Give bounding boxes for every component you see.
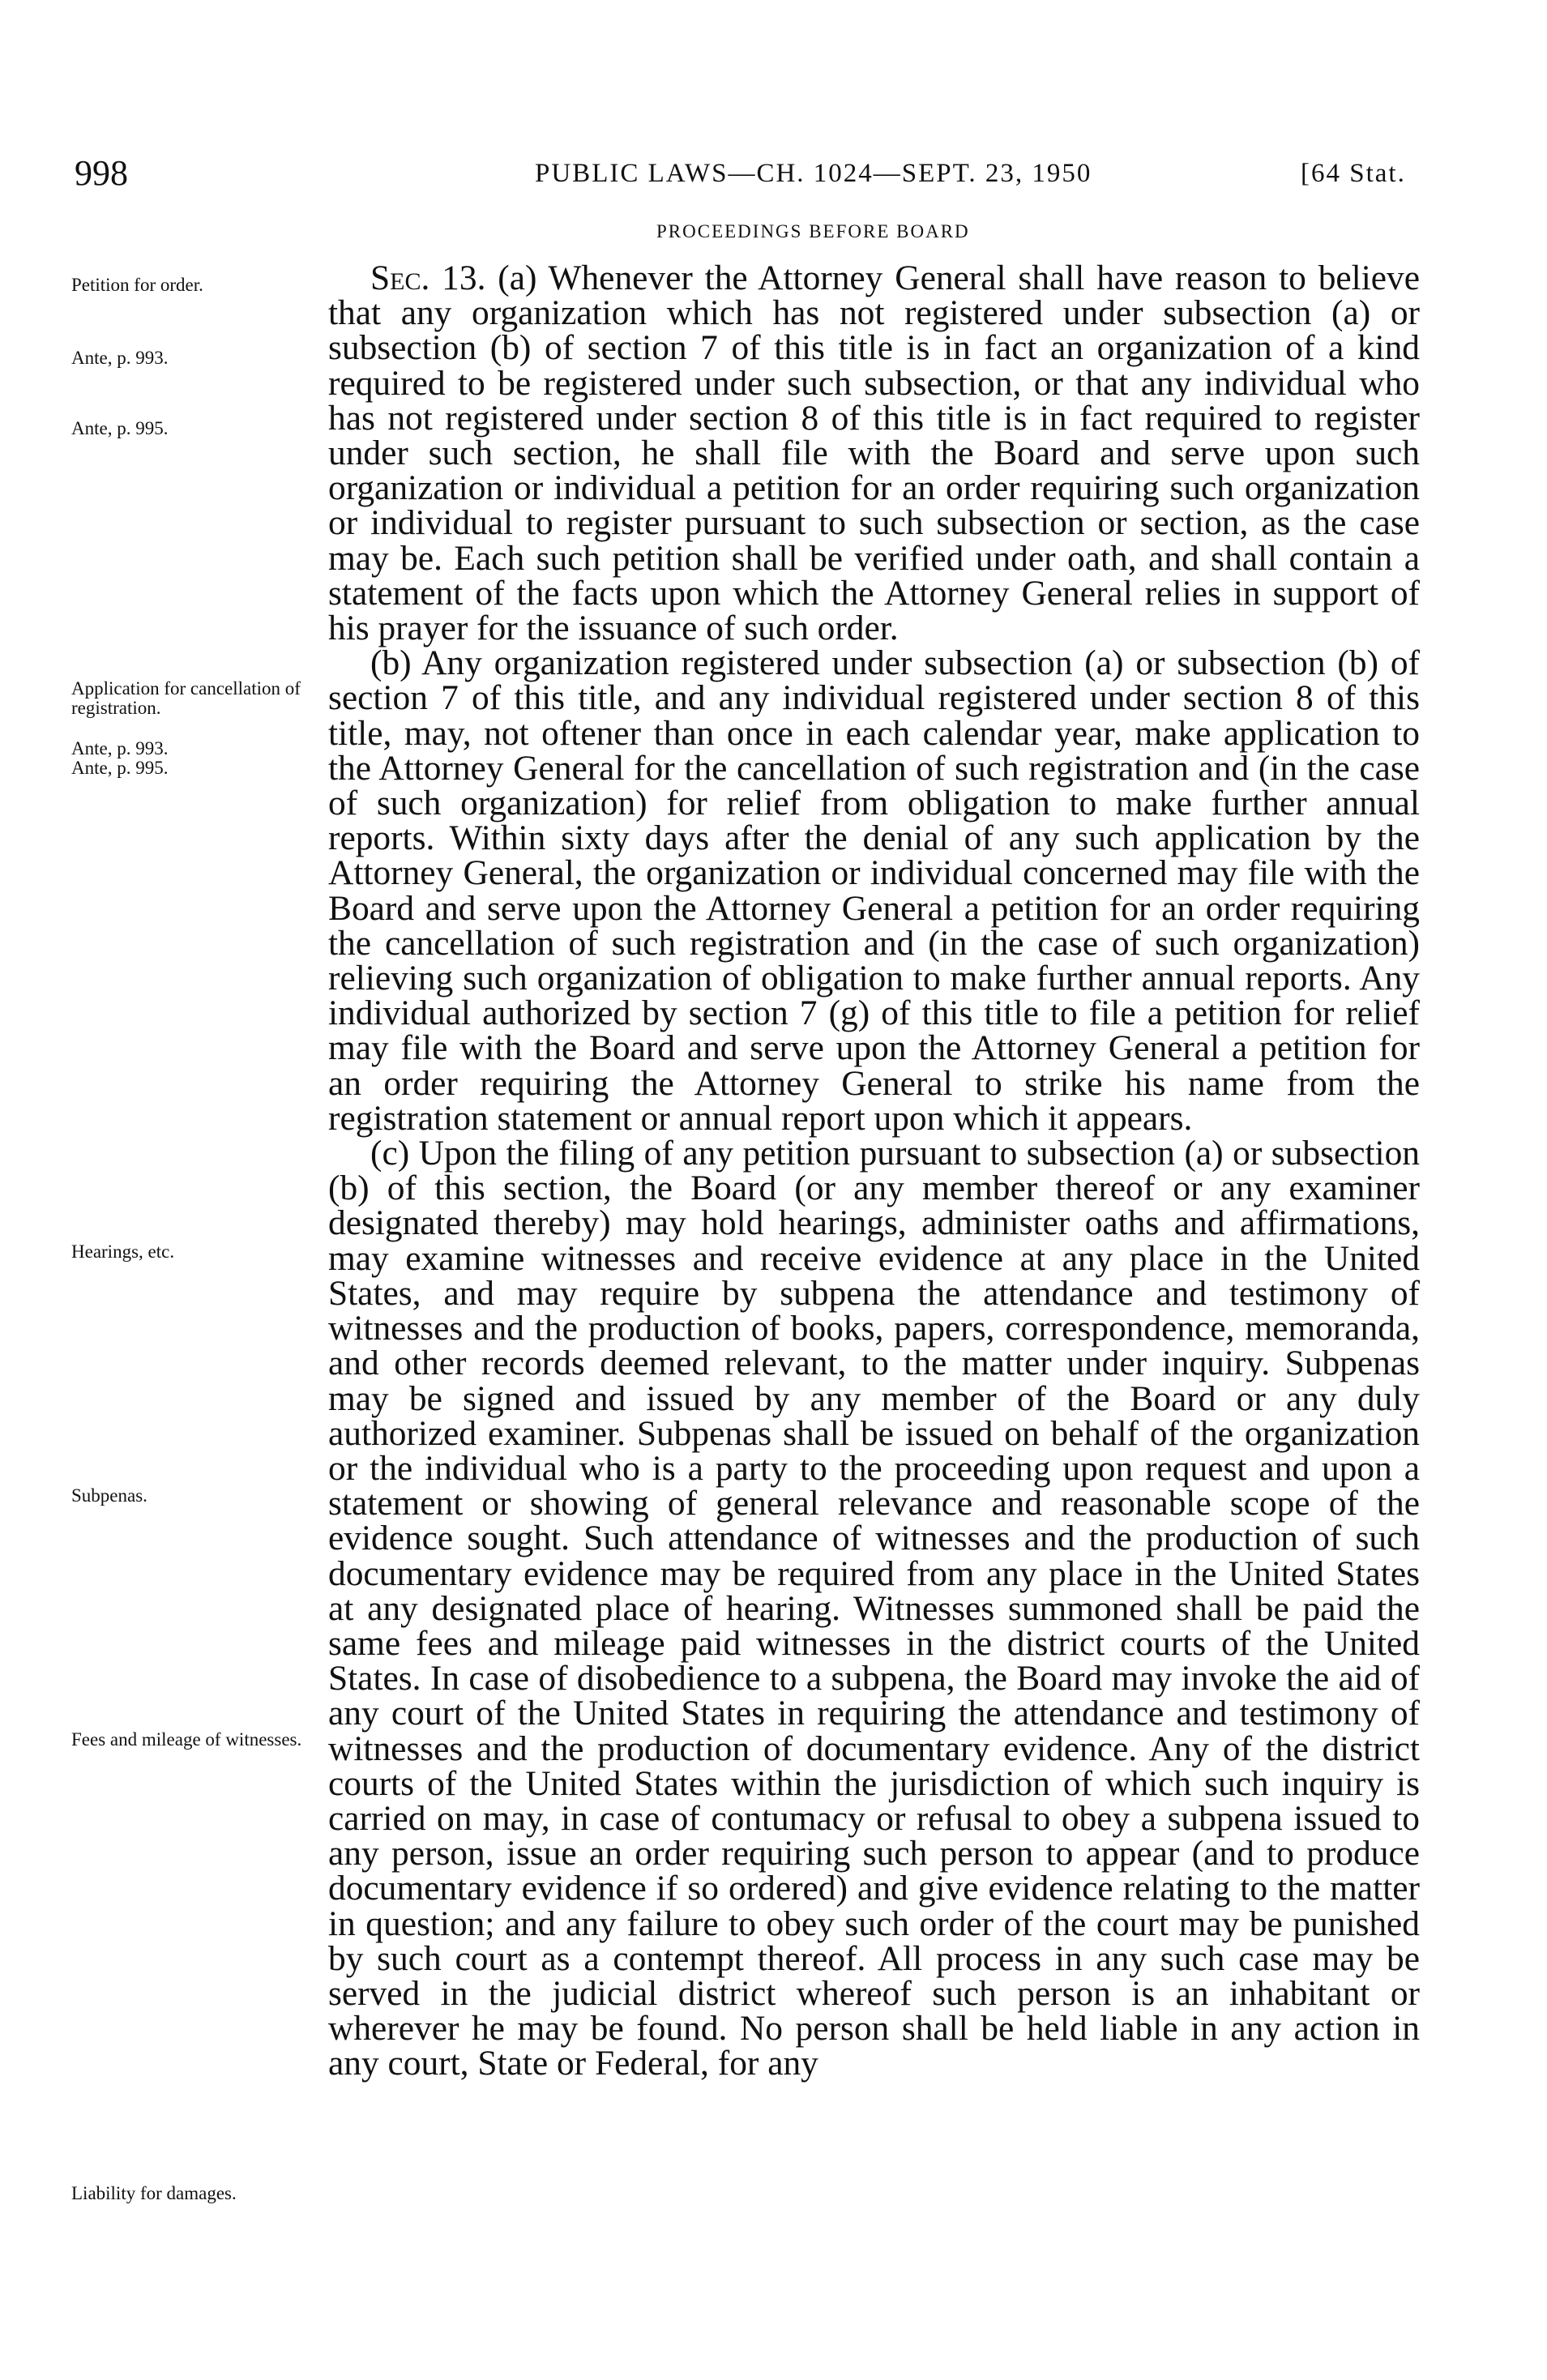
margin-note-hearings: Hearings, etc. xyxy=(71,1241,175,1262)
paragraph-a-text: (a) Whenever the Attorney General shall have reason to believe that any organization which has not registered under subsection (a) or subsection (b) of section 7 of this title is in fact an organization of a kind required to be registered under such subsection, or that any individual who has not registered under section 8 of this title is in fact required to register under such section, he shall file with the Board and serve upon such organization or individual a petition for an order requiring such organization or individual to register pursuant to such subsection or section, as the case may be. Each such petition shall be verified under oath, and shall contain a statement of the facts upon which the Attorney General relies in support of his prayer for the issuance of such order. xyxy=(328,259,1420,648)
volume-reference: [64 Stat. xyxy=(1301,159,1406,188)
margin-note-petition-for-order: Petition for order. xyxy=(71,275,203,295)
margin-note-application-for-cancellation: Application for cancellation of registration. xyxy=(71,678,301,718)
margin-note-ante-ref: Ante, p. 993. xyxy=(71,348,169,368)
margin-note-ante-ref: Ante, p. 993. xyxy=(71,738,169,758)
margin-note-ante-ref: Ante, p. 995. xyxy=(71,418,169,438)
section-label: Sec. 13. xyxy=(370,259,486,297)
running-head: PUBLIC LAWS—CH. 1024—SEPT. 23, 1950 xyxy=(535,159,1092,188)
paragraph-b: (b) Any organization registered under subsection (a) or subsection (b) of section 7 of this title, and any individual registered under section 8 of this title, may, not oftener than once in each calendar year, make application to the Attorney General for the cancellation of such registration and (in the case of such organization) for relief from obligation to make further annual reports. Within sixty days after the denial of any such application by the Attorney General, the organization or individual concerned may file with the Board and serve upon the Attorney General a petition for an order requiring the cancellation of such registration and (in the case of such organization) relieving such organization of obligation to make further annual reports. Any individual authorized by section 7 (g) of this title to file a petition for relief may file with the Board and serve upon the Attorney General a petition for an order requiring the Attorney General to strike his name from the registration statement or annual report upon which it appears. xyxy=(328,643,1420,1138)
margin-note-fees-and-mileage: Fees and mileage of witnesses. xyxy=(71,1729,302,1750)
margin-note-liability-for-damages: Liability for damages. xyxy=(71,2183,237,2203)
margin-note-ante-ref: Ante, p. 995. xyxy=(71,758,169,778)
section-heading: PROCEEDINGS BEFORE BOARD xyxy=(656,221,970,241)
page-number: 998 xyxy=(75,153,128,193)
paragraph-a xyxy=(328,261,1420,646)
statute-body xyxy=(328,261,1420,2082)
paragraph-c: (c) Upon the filing of any petition pursuant to subsection (a) or subsection (b) of this section, the Board (or any member thereof or any examiner designated thereby) may hold hearings, administer oaths and affirmations, may examine witnesses and receive evidence at any place in the United States, and may require by subpena the attendance and testimony of witnesses and the production of books, papers, correspondence, memoranda, and other records deemed relevant, to the matter under inquiry. Subpenas may be signed and issued by any member of the Board or any duly authorized examiner. Subpenas shall be issued on behalf of the organization or the individual who is a party to the proceeding upon request and upon a statement or showing of general relevance and reasonable scope of the evidence sought. Such attendance of witnesses and the production of such documentary evidence may be required from any place in the United States at any designated place of hearing. Witnesses summoned shall be paid the same fees and mileage paid witnesses in the district courts of the United States. In case of disobedience to a subpena, the Board may invoke the aid of any court of the United States in requiring the attendance and testimony of witnesses and the production of documentary evidence. Any of the district courts of the United States within the jurisdiction of which such inquiry is carried on may, in case of contumacy or refusal to obey a subpena issued to any person, issue an order requiring such person to appear (and to produce documentary evidence if so ordered) and give evidence relating to the matter in question; and any failure to obey such order of the court may be punished by such court as a contempt thereof. All process in any such case may be served in the judicial district whereof such person is an inhabitant or wherever he may be found. No person shall be held liable in any action in any court, State or Federal, for any xyxy=(328,1134,1420,2083)
margin-notes xyxy=(71,0,318,2380)
margin-note-subpenas: Subpenas. xyxy=(71,1485,147,1506)
